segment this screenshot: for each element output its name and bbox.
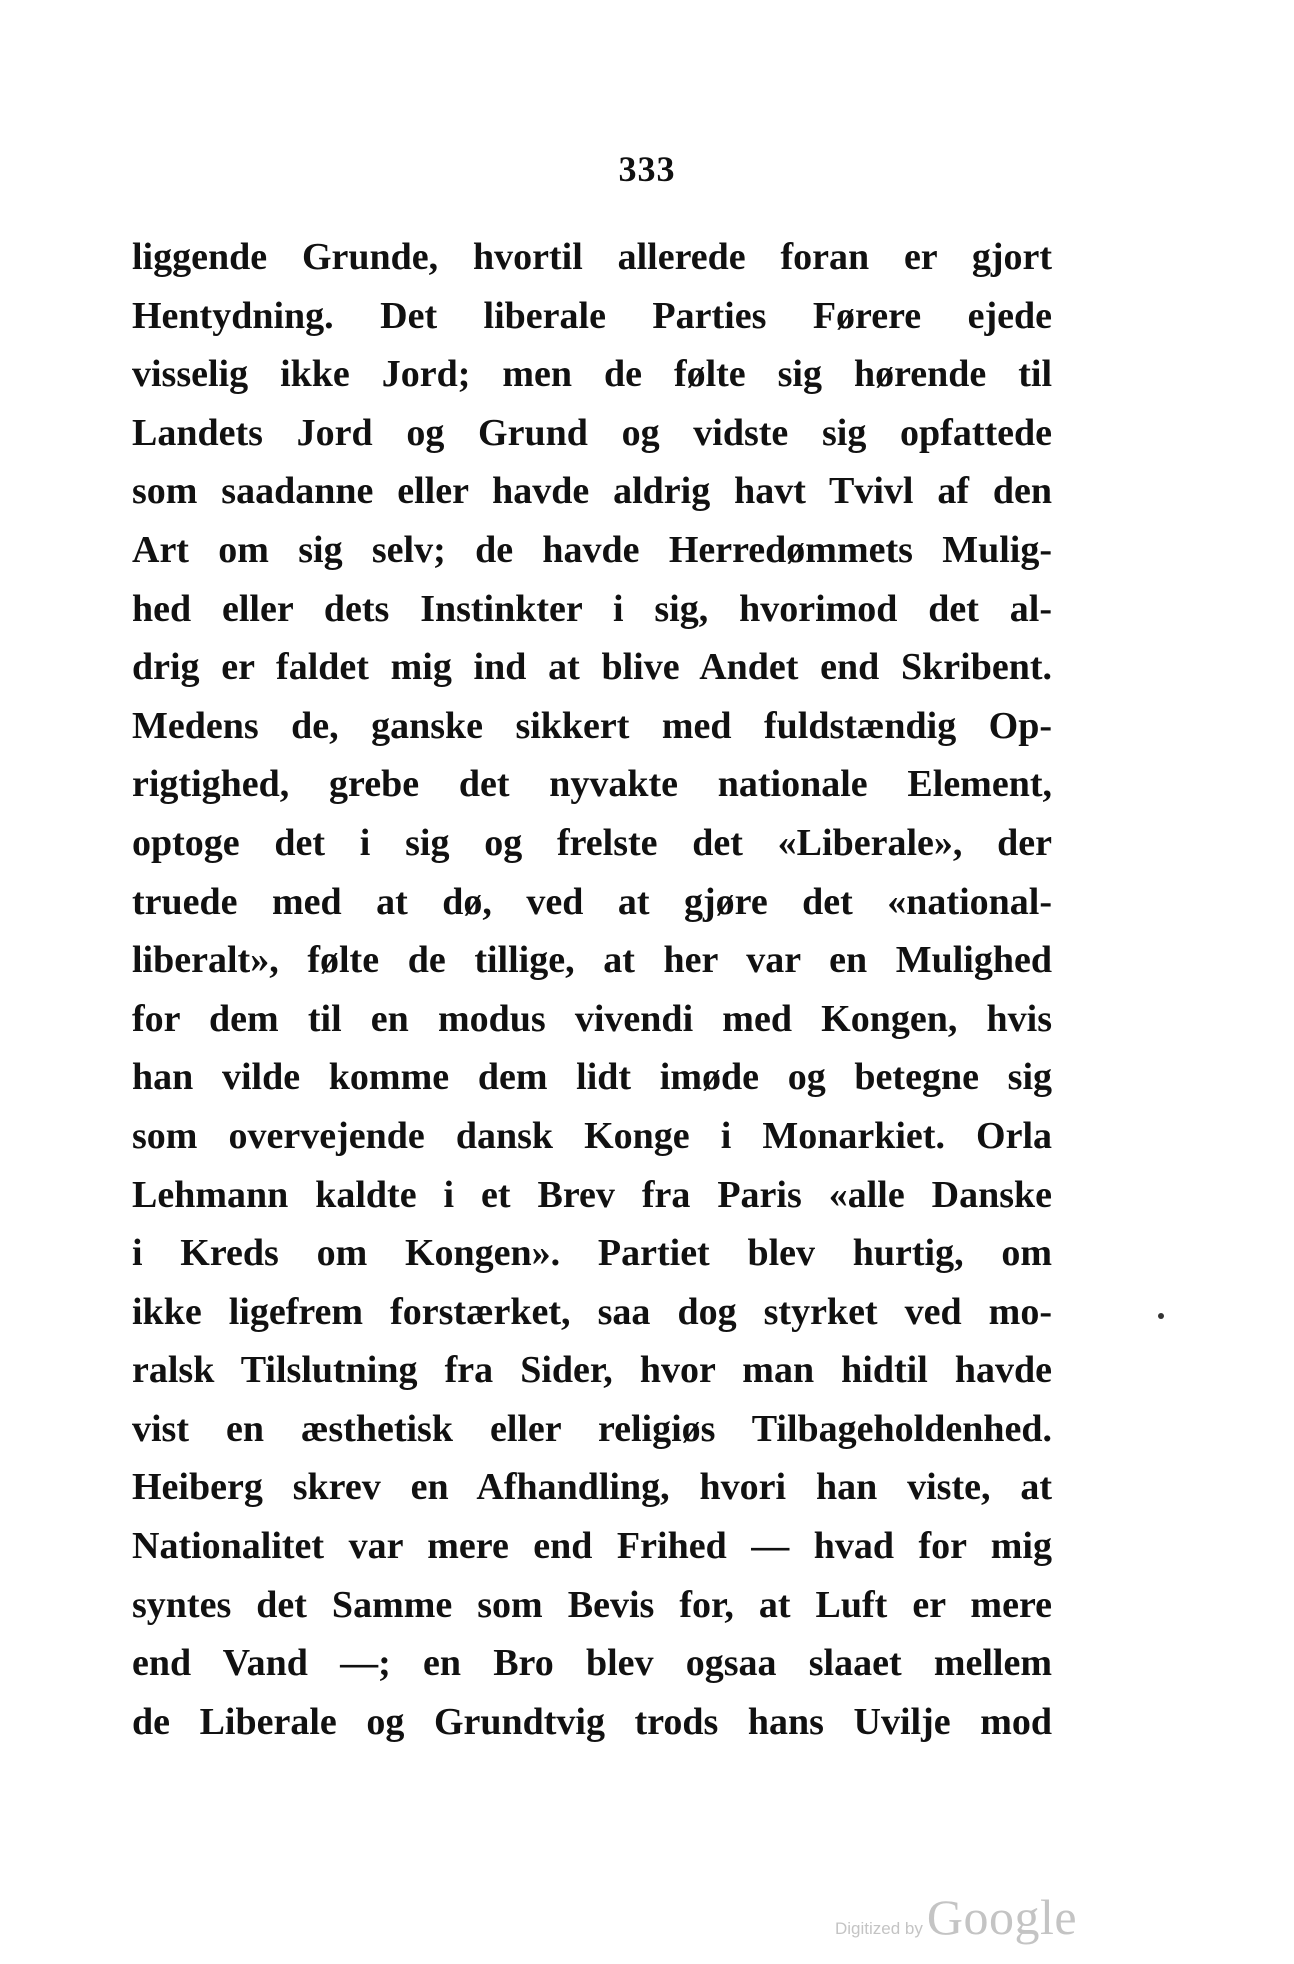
text-line: som saadanne eller havde aldrig havt Tvivl af den bbox=[132, 470, 1052, 513]
text-line: liberalt», følte de tillige, at her var en Mulighed bbox=[132, 939, 1052, 982]
text-line: hed eller dets Instinkter i sig, hvorimod det al- bbox=[132, 587, 1052, 630]
text-line: Nationalitet var mere end Frihed — hvad for mig bbox=[132, 1525, 1052, 1568]
text-line: de Liberale og Grundtvig trods hans Uvilje mod bbox=[132, 1700, 1052, 1743]
text-line: han vilde komme dem lidt imøde og betegne sig bbox=[132, 1056, 1052, 1099]
text-line: visselig ikke Jord; men de følte sig hørende til bbox=[132, 353, 1052, 396]
page-number: 333 bbox=[618, 149, 676, 189]
digitization-watermark bbox=[835, 1888, 1077, 1946]
text-line: Art om sig selv; de havde Herredømmets Mulig- bbox=[132, 528, 1052, 571]
text-line: end Vand —; en Bro blev ogsaa slaaet mellem bbox=[132, 1642, 1052, 1685]
text-line: for dem til en modus vivendi med Kongen, hvis bbox=[132, 997, 1052, 1040]
text-line: syntes det Samme som Bevis for, at Luft er mere bbox=[132, 1583, 1052, 1626]
text-line: liggende Grunde, hvortil allerede foran er gjort bbox=[132, 236, 1052, 278]
text-line: truede med at dø, ved at gjøre det «national- bbox=[132, 880, 1052, 923]
text-line: Landets Jord og Grund og vidste sig opfattede bbox=[132, 411, 1052, 454]
text-line: som overvejende dansk Konge i Monarkiet. Orla bbox=[132, 1114, 1052, 1157]
text-line: vist en æsthetisk eller religiøs Tilbageholdenhed. bbox=[132, 1407, 1052, 1450]
text-line: Heiberg skrev en Afhandling, hvori han viste, at bbox=[132, 1466, 1052, 1509]
text-line: optoge det i sig og frelste det «Liberale», der bbox=[132, 821, 1052, 864]
text-line: rigtighed, grebe det nyvakte nationale Element, bbox=[132, 763, 1052, 806]
text-line: ikke ligefrem forstærket, saa dog styrket ved mo- bbox=[132, 1290, 1052, 1333]
text-line: Hentydning. Det liberale Parties Førere ejede bbox=[132, 294, 1052, 337]
watermark-prefix: Digitized by bbox=[835, 1919, 923, 1938]
text-line: i Kreds om Kongen». Partiet blev hurtig, om bbox=[132, 1232, 1052, 1275]
stray-mark bbox=[1158, 1313, 1164, 1319]
body-text bbox=[132, 228, 1052, 1751]
text-line: drig er faldet mig ind at blive Andet end Skribent. bbox=[132, 646, 1052, 689]
text-line: Medens de, ganske sikkert med fuldstændig Op- bbox=[132, 704, 1052, 747]
text-line: Lehmann kaldte i et Brev fra Paris «alle Danske bbox=[132, 1173, 1052, 1216]
google-logo: Google bbox=[926, 1889, 1078, 1945]
text-line: ralsk Tilslutning fra Sider, hvor man hidtil havde bbox=[132, 1349, 1052, 1392]
